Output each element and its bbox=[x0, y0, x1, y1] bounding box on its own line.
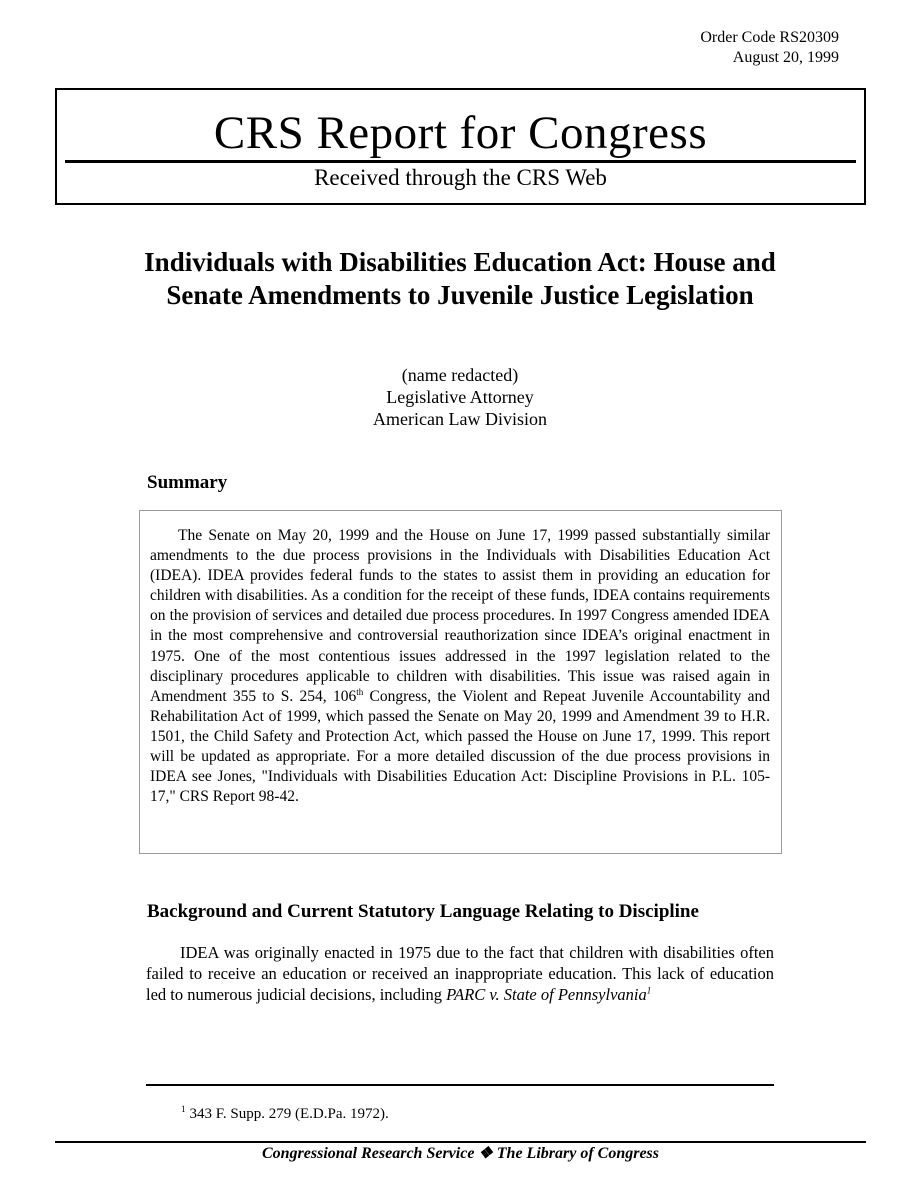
order-code: Order Code RS20309 bbox=[700, 29, 839, 46]
page-footer: Congressional Research Service ❖ The Library of Congress bbox=[261, 1145, 659, 1162]
order-date: August 20, 1999 bbox=[732, 49, 839, 66]
order-info bbox=[700, 28, 839, 68]
footnote-divider bbox=[146, 1084, 774, 1086]
summary-paragraph bbox=[150, 526, 770, 807]
case-citation: PARC v. State of Pennsylvania bbox=[446, 985, 647, 1004]
header-divider bbox=[65, 160, 856, 163]
summary-ordinal-suffix: th bbox=[356, 686, 364, 697]
summary-heading: Summary bbox=[147, 472, 228, 493]
author-division: American Law Division bbox=[373, 409, 547, 429]
author-position: Legislative Attorney bbox=[386, 387, 534, 407]
background-heading: Background and Current Statutory Language Relating to Discipline bbox=[147, 901, 699, 922]
footnote bbox=[181, 1104, 389, 1124]
summary-text-part2: Congress, the Violent and Repeat Juvenile Accountability and Rehabilitation Act of 1999, which passed the Senate on May 20, 1999 and Amendment 39 to H.R. 1501, the Child Safety and Protection Act, which passed the House on June 17, 1999. This report will be updated as appropriate. For a more detailed discussion of the due process provisions in IDEA see Jones, "Individuals with Disabilities Education Act: Discipline Provisions in P.L. 105-17," CRS Report 98-42. bbox=[150, 687, 770, 806]
summary-text-part1: The Senate on May 20, 1999 and the House on June 17, 1999 passed substantially similar amendments to the due process provisions in the Individuals with Disabilities Education Act (IDEA). IDEA provides federal funds to the states to assist them in providing an education for children with disabilities. As a condition for the receipt of these funds, IDEA contains requirements on the provision of services and detailed due process procedures. In 1997 Congress amended IDEA in the most comprehensive and controversial reauthorization since IDEA’s original enactment in 1975. One of the most contentious issues addressed in the 1997 legislation related to the disciplinary procedures applicable to children with disabilities. This issue was raised again in Amendment 355 to S. 254, 106 bbox=[150, 527, 770, 705]
footnote-number: 1 bbox=[181, 1104, 186, 1114]
background-text: IDEA was originally enacted in 1975 due to the fact that children with disabilities often failed to receive an education or received an inappropriate education. This lack of education led to numerous judicial decisions, including bbox=[146, 943, 774, 1004]
author-block bbox=[260, 364, 660, 430]
author-name: (name redacted) bbox=[401, 365, 519, 385]
report-header-title: CRS Report for Congress bbox=[213, 107, 708, 159]
report-header bbox=[55, 88, 866, 205]
footer-divider bbox=[55, 1141, 866, 1143]
document-title: Individuals with Disabilities Education Act: House and Senate Amendments to Juvenile Justice Legislation bbox=[144, 247, 776, 310]
background-paragraph bbox=[146, 942, 774, 1005]
report-header-subtitle: Received through the CRS Web bbox=[314, 165, 607, 190]
footnote-text: 343 F. Supp. 279 (E.D.Pa. 1972). bbox=[189, 1106, 389, 1122]
summary-box bbox=[139, 510, 782, 854]
footnote-ref[interactable]: 1 bbox=[646, 985, 652, 996]
